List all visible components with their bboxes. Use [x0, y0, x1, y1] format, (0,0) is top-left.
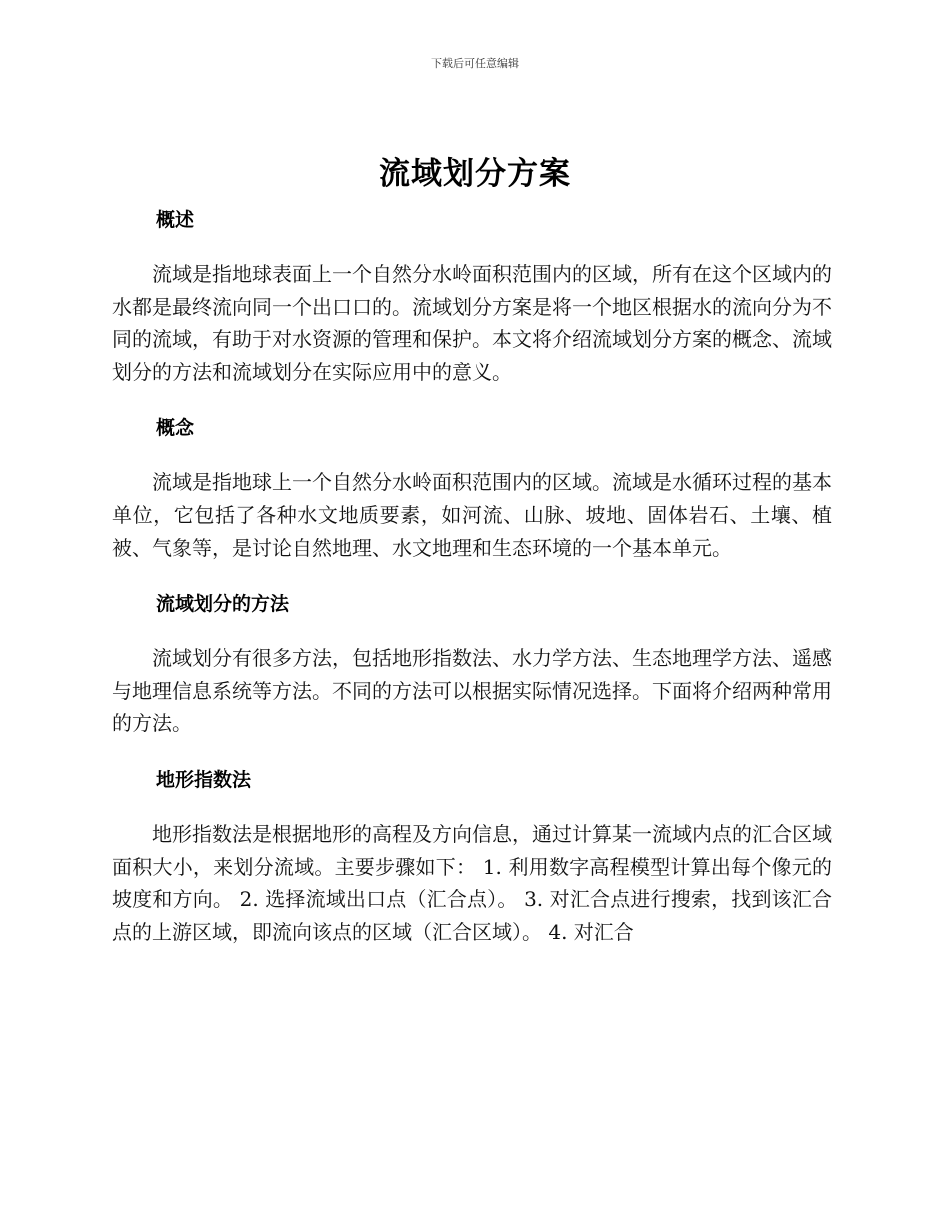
section-paragraph-methods: 流域划分有很多方法，包括地形指数法、水力学方法、生态地理学方法、遥感与地理信息系统等方法。不同的方法可以根据实际情况选择。下面将介绍两种常用的方法。 [112, 646, 832, 736]
section-heading-overview: 概述 [156, 209, 195, 231]
section-paragraph-concept: 流域是指地球上一个自然分水岭面积范围内的区域。流域是水循环过程的基本单位，它包括了各种水文地质要素，如河流、山脉、坡地、固体岩石、土壤、植被、气象等，是讨论自然地理、水文地理和生态环境的一个基本单元。 [112, 470, 832, 560]
section-paragraph-overview: 流域是指地球表面上一个自然分水岭面积范围内的区域，所有在这个区域内的水都是最终流向同一个出口口的。流域划分方案是将一个地区根据水的流向分为不同的流域，有助于对水资源的管理和保护。本文将介绍流域划分方案的概念、流域划分的方法和流域划分在实际应用中的意义。 [112, 262, 832, 384]
section-paragraph-terrain-index: 地形指数法是根据地形的高程及方向信息，通过计算某一流域内点的汇合区域面积大小，来划分流域。主要步骤如下： 1. 利用数字高程模型计算出每个像元的坡度和方向。 2. 选择流域出口点（汇合点）。 3. 对汇合点进行搜索，找到该汇合点的上游区域，即流向该点的区域（汇合区域）。 4. 对汇合 [112, 821, 832, 944]
header-note: 下载后可任意编辑 [431, 57, 519, 70]
section-heading-concept: 概念 [156, 417, 195, 440]
document-body [112, 202, 832, 948]
section-heading-methods: 流域划分的方法 [156, 593, 290, 616]
document-title: 流域划分方案 [379, 156, 571, 192]
section-heading-terrain-index: 地形指数法 [156, 768, 252, 791]
